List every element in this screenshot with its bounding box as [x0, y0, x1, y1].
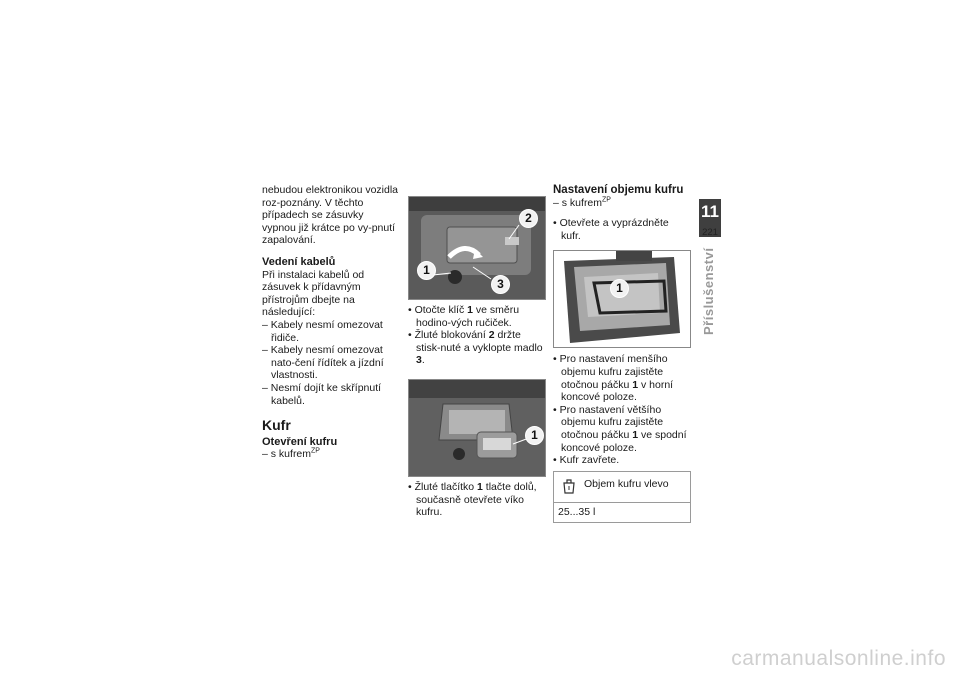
- page-number: 221: [702, 227, 718, 238]
- step-turn-key: • Otočte klíč 1 ve směru hodino-vých ručiček.: [408, 304, 520, 329]
- case-heading: Kufr: [262, 417, 291, 434]
- step-open-empty: • Otevřete a vyprázdněte kufr.: [553, 217, 669, 242]
- photo-yellow-button: [408, 379, 546, 477]
- volume-heading: Nastavení objemu kufru: [553, 184, 684, 196]
- step-large-volume: • Pro nastavení většího objemu kufru zajistěte otočnou páčku 1 ve spodní koncové poloze.: [553, 403, 687, 454]
- column-2: [408, 184, 546, 519]
- list-item: – Kabely nesmí omezovat řidiče.: [262, 318, 383, 344]
- watermark: carmanualsonline.info: [731, 647, 946, 670]
- callout-1: 1: [417, 261, 436, 280]
- volume-table-value: 25...35 l: [558, 505, 596, 518]
- cables-text: Při instalaci kabelů od zásuvek k přídavným přístrojům dbejte na následující:: [262, 268, 365, 319]
- step-close-case: • Kufr zavřete.: [553, 454, 620, 467]
- case-volume-icon: [562, 477, 576, 495]
- callout-1: 1: [525, 426, 544, 445]
- volume-table-header: [554, 472, 690, 503]
- step-small-volume: • Pro nastavení menšího objemu kufru zajistěte otočnou páčku 1 v horní koncové poloze.: [553, 353, 674, 404]
- callout-2: 2: [519, 209, 538, 228]
- column-1: [262, 184, 398, 461]
- list-item: – Kabely nesmí omezovat nato-čení řídítek a jízdní vlastnosti.: [262, 344, 384, 382]
- callout-3: 3: [491, 275, 510, 294]
- photo-case-interior: [553, 250, 691, 348]
- photo-key-handle: [408, 196, 546, 300]
- option-note: – s kufrem$^{ZP}$: [262, 447, 320, 461]
- list-item: – Nesmí dojít ke skřípnutí kabelů.: [262, 381, 382, 407]
- volume-table-label: Objem kufru vlevo: [584, 477, 669, 490]
- callout-1: 1: [610, 279, 629, 298]
- open-heading: Otevření kufru: [262, 435, 338, 448]
- intro-text: nebudou elektronikou vozidla roz-poznány. V těchto případech se zásuvky vypnou již krátce po vy-pnutí zapalování.: [262, 184, 399, 247]
- chapter-title: Příslušenství: [701, 247, 716, 335]
- option-note: – s kufrem$^{ZP}$: [553, 196, 611, 209]
- cables-heading: Vedení kabelů: [262, 255, 336, 268]
- column-3: [553, 184, 691, 523]
- chapter-number: 11: [701, 202, 719, 221]
- step-hold-lock: • Žluté blokování 2 držte stisk-nuté a vyklopte madlo 3.: [408, 329, 543, 367]
- step-press-button: • Žluté tlačítko 1 tlačte dolů, současně otevřete víko kufru.: [408, 480, 537, 519]
- volume-table: [553, 471, 691, 524]
